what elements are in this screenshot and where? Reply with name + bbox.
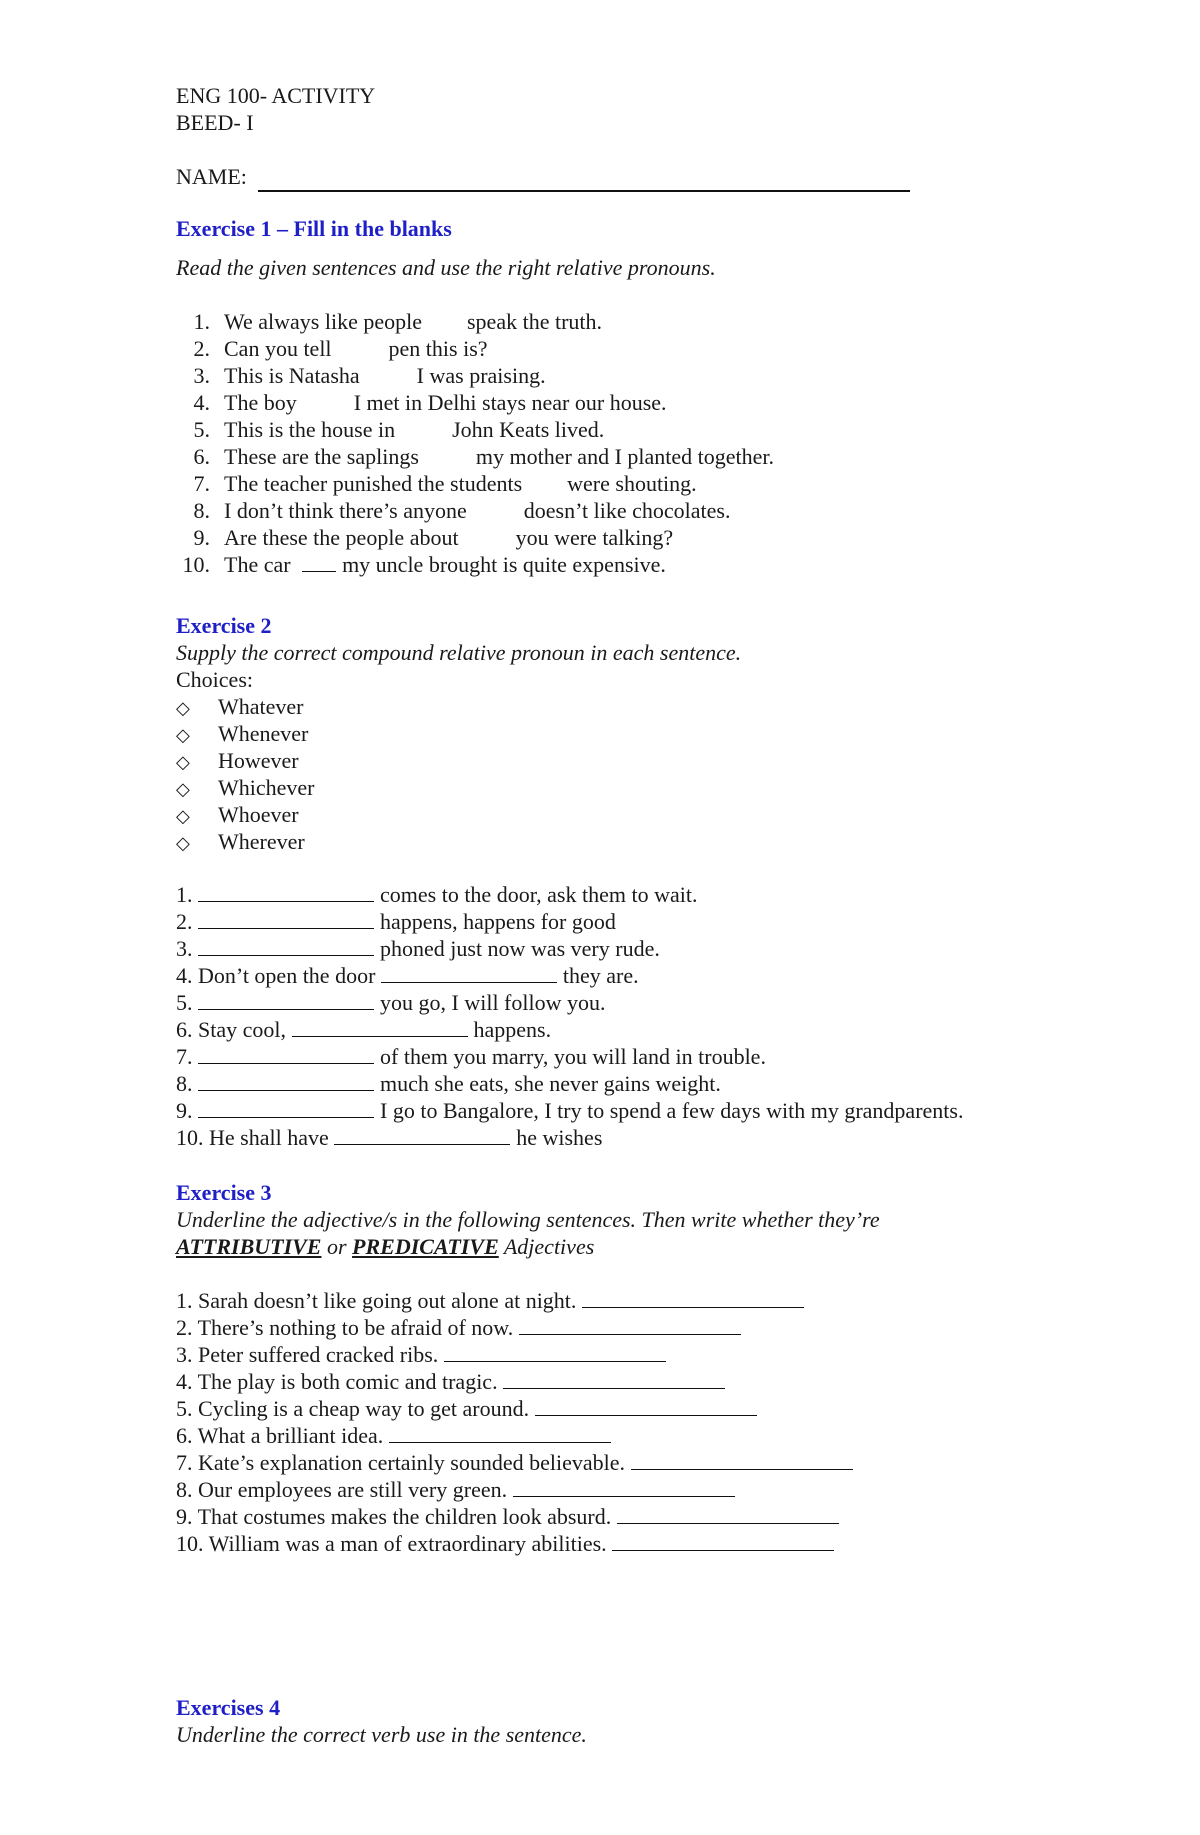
- item-text: they are.: [562, 963, 639, 988]
- list-item: [176, 1124, 602, 1151]
- exercise-3-instruction-line-2: [176, 1233, 594, 1260]
- item-number: 9.: [193, 525, 210, 550]
- list-item: [176, 1422, 611, 1449]
- diamond-bullet-icon: ◇: [176, 725, 190, 745]
- answer-blank[interactable]: [198, 1043, 374, 1064]
- list-item: [176, 335, 488, 362]
- item-text-before: The car: [224, 552, 291, 577]
- adjectives-word: Adjectives: [498, 1234, 595, 1259]
- answer-blank[interactable]: [198, 935, 374, 956]
- item-text-after: speak the truth.: [461, 309, 603, 334]
- diamond-bullet-icon: ◇: [176, 779, 190, 799]
- list-item: [176, 1449, 853, 1476]
- item-text-after: John Keats lived.: [446, 417, 605, 442]
- item-text: comes to the door, ask them to wait.: [380, 882, 698, 907]
- name-label: NAME:: [176, 164, 247, 189]
- item-prefix: 5.: [176, 990, 198, 1015]
- or-word: or: [321, 1234, 353, 1259]
- item-number: 7.: [193, 471, 210, 496]
- item-text: of them you marry, you will land in trouble.: [380, 1044, 766, 1069]
- item-prefix: 9.: [176, 1098, 198, 1123]
- item-text-before: I don’t think there’s anyone: [224, 498, 467, 523]
- item-text-before: Can you tell: [224, 336, 332, 361]
- answer-blank[interactable]: [617, 1503, 839, 1524]
- answer-blank[interactable]: [198, 881, 374, 902]
- item-text: 3. Peter suffered cracked ribs.: [176, 1342, 444, 1367]
- list-item: [176, 551, 666, 578]
- list-item: [176, 1016, 551, 1043]
- answer-blank[interactable]: [513, 1476, 735, 1497]
- exercise-4-title: Exercises 4: [176, 1695, 281, 1720]
- item-number: 5.: [193, 417, 210, 442]
- list-item: [176, 1043, 766, 1070]
- exercise-2-title: Exercise 2: [176, 613, 272, 638]
- item-text-after: I was praising.: [411, 363, 546, 388]
- list-item: [176, 389, 667, 416]
- answer-blank[interactable]: [198, 989, 374, 1010]
- item-text-after: my mother and I planted together.: [470, 444, 775, 469]
- diamond-bullet-icon: ◇: [176, 833, 190, 853]
- choice-text: Whoever: [218, 802, 299, 827]
- item-prefix: 1.: [176, 882, 198, 907]
- item-number: 3.: [193, 363, 210, 388]
- answer-blank[interactable]: [444, 1341, 666, 1362]
- choice-text: Whenever: [218, 721, 309, 746]
- list-item: [176, 362, 546, 389]
- list-item: [176, 1287, 804, 1314]
- list-item: [176, 1395, 757, 1422]
- item-text-before: The teacher punished the students: [224, 471, 523, 496]
- list-item: [176, 443, 774, 470]
- list-item: [176, 416, 604, 443]
- list-item: [176, 935, 660, 962]
- answer-blank[interactable]: [198, 1097, 374, 1118]
- item-text: 7. Kate’s explanation certainly sounded believable.: [176, 1450, 631, 1475]
- choice-item: [176, 774, 315, 803]
- item-text: he wishes: [516, 1125, 603, 1150]
- list-item: [176, 308, 602, 335]
- answer-gap[interactable]: [302, 551, 336, 572]
- answer-blank[interactable]: [292, 1016, 468, 1037]
- item-text: happens, happens for good: [380, 909, 616, 934]
- item-text-before: The boy: [224, 390, 297, 415]
- choice-item: [176, 801, 299, 830]
- item-text-before: Are these the people about: [224, 525, 459, 550]
- item-text: I go to Bangalore, I try to spend a few days with my grandparents.: [380, 1098, 964, 1123]
- list-item: [176, 1314, 741, 1341]
- item-text-before: These are the saplings: [224, 444, 419, 469]
- item-text: happens.: [473, 1017, 552, 1042]
- exercise-2-instruction: Supply the correct compound relative pronoun in each sentence.: [176, 640, 742, 665]
- list-item: [176, 1476, 735, 1503]
- item-text-before: This is Natasha: [224, 363, 360, 388]
- section-label: BEED- I: [176, 110, 254, 135]
- item-text-after: were shouting.: [561, 471, 697, 496]
- item-prefix: 4. Don’t open the door: [176, 963, 381, 988]
- item-text-after: pen this is?: [383, 336, 488, 361]
- item-text-before: We always like people: [224, 309, 422, 334]
- answer-blank[interactable]: [582, 1287, 804, 1308]
- item-number: 10.: [182, 552, 210, 577]
- item-number: 6.: [193, 444, 210, 469]
- item-text: much she eats, she never gains weight.: [380, 1071, 721, 1096]
- list-item: [176, 989, 606, 1016]
- answer-blank[interactable]: [198, 908, 374, 929]
- answer-blank[interactable]: [631, 1449, 853, 1470]
- choice-item: [176, 747, 299, 776]
- item-prefix: 3.: [176, 936, 198, 961]
- choice-item: [176, 828, 305, 857]
- list-item: [176, 1530, 834, 1557]
- item-text-before: This is the house in: [224, 417, 396, 442]
- diamond-bullet-icon: ◇: [176, 698, 190, 718]
- answer-blank[interactable]: [381, 962, 557, 983]
- exercise-4-instruction: Underline the correct verb use in the sentence.: [176, 1722, 587, 1747]
- item-prefix: 7.: [176, 1044, 198, 1069]
- list-item: [176, 1368, 725, 1395]
- item-text: 2. There’s nothing to be afraid of now.: [176, 1315, 519, 1340]
- item-number: 2.: [193, 336, 210, 361]
- choices-label: Choices:: [176, 667, 253, 692]
- answer-blank[interactable]: [389, 1422, 611, 1443]
- item-text-after: doesn’t like chocolates.: [518, 498, 731, 523]
- item-text: 4. The play is both comic and tragic.: [176, 1369, 504, 1394]
- choice-text: Whatever: [218, 694, 304, 719]
- answer-blank[interactable]: [198, 1070, 374, 1091]
- item-text-after: I met in Delhi stays near our house.: [348, 390, 667, 415]
- name-field-line[interactable]: [258, 190, 910, 192]
- answer-blank[interactable]: [612, 1530, 834, 1551]
- item-number: 8.: [193, 498, 210, 523]
- list-item: [176, 470, 697, 497]
- exercise-3-title: Exercise 3: [176, 1180, 272, 1205]
- choice-item: [176, 720, 308, 749]
- list-item: [176, 962, 639, 989]
- answer-blank[interactable]: [535, 1395, 757, 1416]
- exercise-3-instruction: Underline the adjective/s in the following sentences. Then write whether they’re: [176, 1207, 880, 1232]
- exercise-1-title: Exercise 1 – Fill in the blanks: [176, 216, 452, 241]
- choice-text: However: [218, 748, 299, 773]
- list-item: [176, 881, 697, 908]
- answer-blank[interactable]: [503, 1368, 725, 1389]
- course-title: ENG 100- ACTIVITY: [176, 83, 376, 108]
- list-item: [176, 524, 673, 551]
- item-text: 8. Our employees are still very green.: [176, 1477, 513, 1502]
- attributive-label: ATTRIBUTIVE: [176, 1234, 322, 1259]
- item-text: 5. Cycling is a cheap way to get around.: [176, 1396, 535, 1421]
- item-prefix: 8.: [176, 1071, 198, 1096]
- item-text: 9. That costumes makes the children look absurd.: [176, 1504, 617, 1529]
- list-item: [176, 908, 616, 935]
- item-text: phoned just now was very rude.: [380, 936, 660, 961]
- item-text-after: my uncle brought is quite expensive.: [342, 552, 666, 577]
- item-prefix: 6. Stay cool,: [176, 1017, 292, 1042]
- item-number: 4.: [193, 390, 210, 415]
- item-text: 6. What a brilliant idea.: [176, 1423, 389, 1448]
- item-text-after: you were talking?: [510, 525, 674, 550]
- item-prefix: 2.: [176, 909, 198, 934]
- diamond-bullet-icon: ◇: [176, 752, 190, 772]
- list-item: [176, 1070, 721, 1097]
- list-item: [176, 1503, 839, 1530]
- answer-blank[interactable]: [334, 1124, 510, 1145]
- diamond-bullet-icon: ◇: [176, 806, 190, 826]
- item-text: you go, I will follow you.: [380, 990, 606, 1015]
- choice-item: [176, 693, 304, 722]
- choice-text: Wherever: [218, 829, 305, 854]
- list-item: [176, 1097, 963, 1124]
- item-prefix: 10. He shall have: [176, 1125, 335, 1150]
- exercise-1-instruction: Read the given sentences and use the right relative pronouns.: [176, 255, 716, 280]
- answer-blank[interactable]: [519, 1314, 741, 1335]
- choice-text: Whichever: [218, 775, 315, 800]
- list-item: [176, 497, 730, 524]
- list-item: [176, 1341, 666, 1368]
- item-number: 1.: [193, 309, 210, 334]
- item-text: 10. William was a man of extraordinary abilities.: [176, 1531, 613, 1556]
- item-text: 1. Sarah doesn’t like going out alone at night.: [176, 1288, 582, 1313]
- predicative-label: PREDICATIVE: [352, 1234, 499, 1259]
